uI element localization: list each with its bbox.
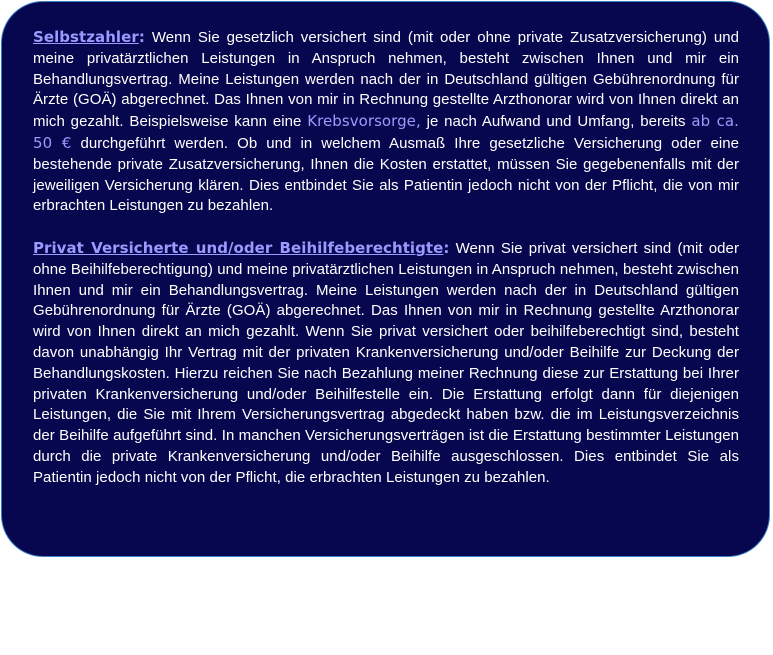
heading-selbstzahler: Selbstzahler [33, 28, 139, 46]
highlight-krebsvorsorge: Krebsvorsorge, [307, 112, 421, 131]
paragraph-selbstzahler [33, 27, 739, 217]
heading-colon: : [443, 238, 450, 257]
paragraph-text: Wenn Sie gesetzlich versichert sind (mit oder ohne private Zusatzversicherung) und meine privatärztlichen Leistungen in Anspruch nehmen, besteht zwischen Ihnen und mir ein Behandlungsvertrag. Meine Leistungen werden nach der in Deutschland gültigen Gebührenordnung für Ärzte (GOÄ) abgerechnet. Das Ihnen von mir in Rechnung gestellte Arzthonorar wird von Ihnen direkt an mich gezahlt. Beispielsweise kann eine [33, 29, 739, 131]
heading-privat-versicherte: Privat Versicherte und/oder Beihilfeberechtigte [33, 238, 444, 257]
heading-colon: : [138, 28, 145, 46]
highlight-price: ab ca. 50 € [33, 112, 739, 152]
paragraph-text: Wenn Sie privat versichert sind (mit oder ohne Beihilfeberechtigung) und meine privatärztlichen Leistungen in Anspruch nehmen, besteht zwischen Ihnen und mir ein Behandlungsvertrag. Meine Leistungen werden nach der in Deutschland gültigen Gebührenordnung für Ärzte (GOÄ) abgerechnet. Das Ihnen von mir in Rechnung gestellte Arzthonorar wird von Ihnen direkt an mich gezahlt. Wenn Sie privat versichert oder beihilfeberechtigt sind, besteht davon unabhängig Ihr Vertrag mit der privaten Krankenversicherung und/oder Beihilfe zur Deckung der Behandlungskosten. Hierzu reichen Sie nach Bezahlung meiner Rechnung diese zur Erstattung bei Ihrer privaten Krankenversicherung und/oder Beihilfestelle ein. Die Erstattung erfolgt dann für diejenigen Leistungen, die Sie mit Ihrem Versicherungsvertrag abgedeckt haben bzw. die im Leistungsverzeichnis der Beihilfe aufgeführt sind. In manchen Versicherungsverträgen ist die Erstattung bestimmter Leistungen durch die private Krankenversicherung und/oder Beihilfe ausgeschlossen. Dies entbindet Sie als Patientin jedoch nicht von der Pflicht, die erbrachten Leistungen zu bezahlen. [33, 239, 739, 486]
paragraph-text: durchgeführt werden. Ob und in welchem Ausmaß Ihre gesetzliche Versicherung oder eine bestehende private Zusatzversicherung, Ihnen die Kosten erstattet, müssen Sie gegebenenfalls mit der jeweiligen Versicherung klären. Dies entbindet Sie als Patientin jedoch nicht von der Pflicht, die von mir erbrachten Leistungen zu bezahlen. [33, 134, 739, 215]
info-panel [1, 1, 770, 557]
paragraph-text: je nach Aufwand und Umfang, bereits [420, 113, 692, 131]
paragraph-privat-versicherte [33, 238, 739, 489]
